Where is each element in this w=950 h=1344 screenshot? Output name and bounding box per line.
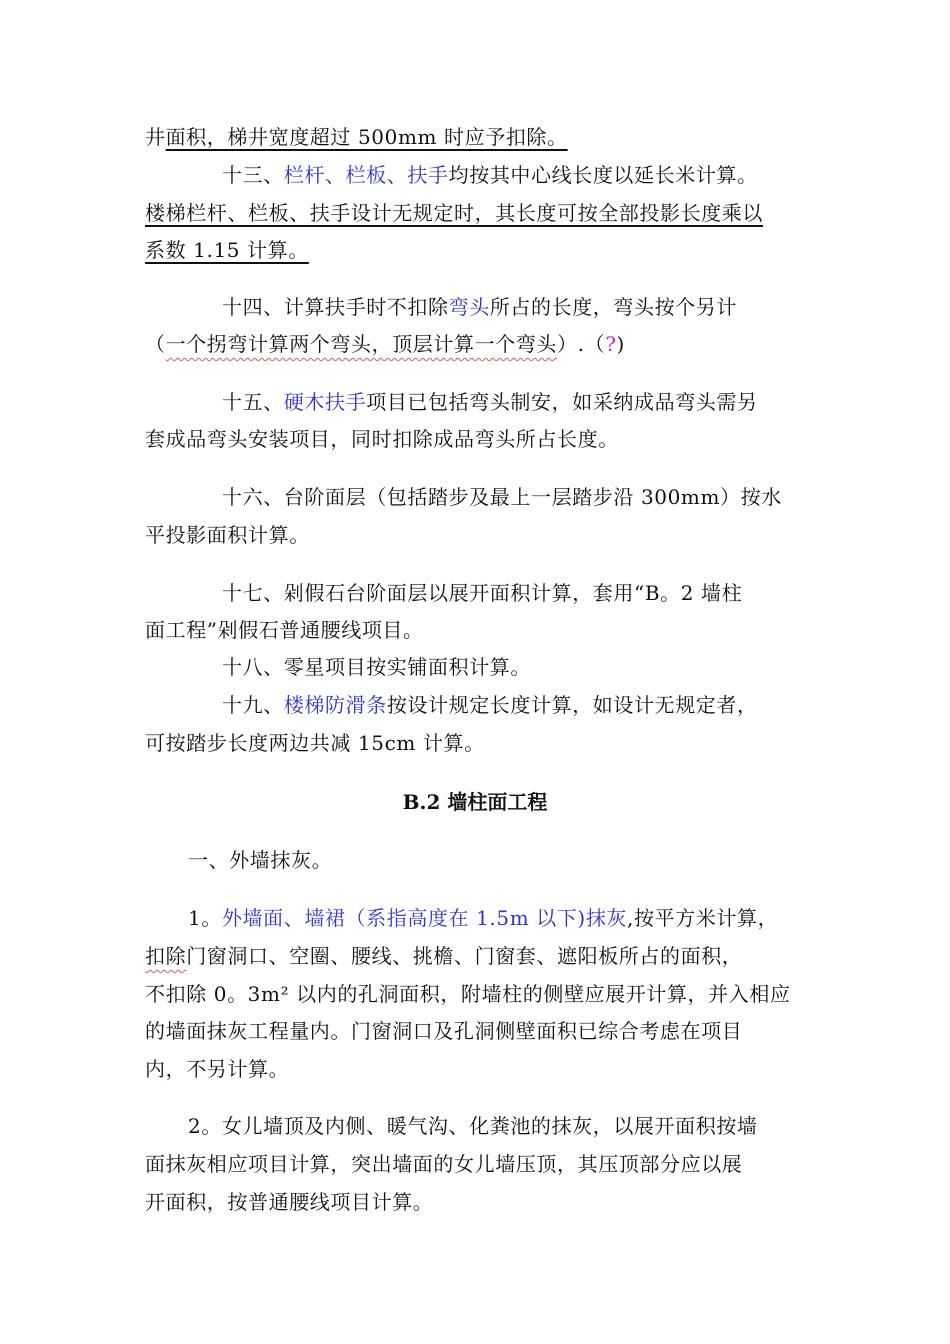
paragraph-line bbox=[188, 1111, 758, 1141]
text-run: 不扣除 0。3m² 以内的孔洞面积，附墙柱的侧壁应展开计算，并入相应 bbox=[145, 982, 791, 1006]
text-run: 可按踏步长度两边共减 15cm 计算。 bbox=[145, 731, 485, 755]
underlined-text: 系数 1.15 计算。 bbox=[145, 238, 309, 262]
text-run: ,按平方米计算， bbox=[627, 906, 779, 930]
paragraph-line bbox=[145, 979, 791, 1009]
text-run: 门窗洞口、空圈、腰线、挑檐、门窗套、遮阳板所占的面积， bbox=[186, 944, 743, 968]
text-run: 十三、 bbox=[222, 163, 284, 187]
text-run: ）.（ bbox=[557, 332, 606, 356]
text-run: 2。女儿墙顶及内侧、暖气沟、化粪池的抹灰，以展开面积按墙 bbox=[188, 1114, 758, 1138]
paragraph-line bbox=[222, 292, 737, 322]
paragraph-line bbox=[222, 387, 758, 417]
paragraph-line bbox=[145, 1016, 742, 1046]
spellcheck-marked-text: 扣除 bbox=[145, 944, 187, 968]
linked-term[interactable]: 硬木扶手 bbox=[283, 390, 367, 414]
text-run: 1。 bbox=[188, 906, 222, 930]
linked-term[interactable]: 弯头 bbox=[448, 295, 490, 319]
paragraph-line bbox=[222, 690, 758, 720]
paragraph-line bbox=[145, 1187, 433, 1217]
linked-term[interactable]: 外墙面、墙裙（系指高度在 1.5m 以下)抹灰 bbox=[221, 906, 628, 930]
paragraph-line bbox=[222, 160, 758, 190]
text-run: ) bbox=[616, 332, 625, 356]
underlined-text: 楼梯栏杆、栏板、扶手设计无规定时，其长度可按全部投影长度乘以 bbox=[145, 201, 763, 225]
text-run: 面抹灰相应项目计算，突出墙面的女儿墙压顶，其压顶部分应以展 bbox=[145, 1152, 743, 1176]
text-run: 所占的长度，弯头按个另计 bbox=[489, 295, 738, 319]
paragraph-line bbox=[145, 1149, 742, 1179]
text-run: 十七、剁假石台阶面层以展开面积计算，套用“B。2 墙柱 bbox=[222, 581, 743, 605]
text-run: 均按其中心线长度以延长米计算。 bbox=[448, 163, 758, 187]
question-mark: ? bbox=[605, 332, 617, 356]
paragraph-line bbox=[145, 520, 310, 550]
text-run: 开面积，按普通腰线项目计算。 bbox=[145, 1190, 434, 1214]
text-run: 十五、 bbox=[222, 390, 284, 414]
text-run: 十九、 bbox=[222, 693, 284, 717]
spellcheck-marked-text: 一个拐弯计算两个弯头，顶层计算一个弯头 bbox=[165, 332, 558, 356]
text-run: 套成品弯头安装项目，同时扣除成品弯头所占长度。 bbox=[145, 427, 619, 451]
paragraph-line bbox=[145, 198, 763, 228]
paragraph-line bbox=[145, 122, 568, 152]
paragraph-line bbox=[188, 903, 778, 933]
text-run: 十四、计算扶手时不扣除 bbox=[222, 295, 449, 319]
linked-term[interactable]: 楼梯防滑条 bbox=[283, 693, 387, 717]
paragraph-line bbox=[145, 1054, 289, 1084]
text-run: 面工程”剁假石普通腰线项目。 bbox=[145, 618, 424, 642]
text-run: 内，不另计算。 bbox=[145, 1057, 290, 1081]
text-run: 的墙面抹灰工程量内。门窗洞口及孔洞侧壁面积已综合考虑在项目 bbox=[145, 1019, 743, 1043]
paragraph-line bbox=[222, 482, 782, 512]
paragraph-line bbox=[145, 941, 742, 971]
text-run: 十八、零星项目按实铺面积计算。 bbox=[222, 655, 531, 679]
paragraph-line bbox=[145, 235, 309, 265]
paragraph-line bbox=[222, 652, 531, 682]
paragraph-line bbox=[222, 578, 742, 608]
section-heading: B.2 墙柱面工程 bbox=[402, 790, 548, 814]
text-run: 按设计规定长度计算，如设计无规定者， bbox=[386, 693, 758, 717]
paragraph-line bbox=[145, 424, 619, 454]
paragraph-line bbox=[145, 728, 485, 758]
text-run: 项目已包括弯头制安，如采纳成品弯头需另 bbox=[366, 390, 758, 414]
text-run: 井 bbox=[145, 125, 166, 149]
text-run: 一、外墙抹灰。 bbox=[188, 848, 333, 872]
underlined-text: 面积，梯井宽度超过 500mm 时应予扣除。 bbox=[165, 125, 568, 149]
paragraph-line bbox=[145, 615, 424, 645]
text-run: 平投影面积计算。 bbox=[145, 523, 310, 547]
paragraph-line bbox=[145, 329, 625, 359]
text-run: 十六、台阶面层（包括踏步及最上一层踏步沿 300mm）按水 bbox=[222, 485, 782, 509]
text-run: （ bbox=[145, 332, 166, 356]
linked-term[interactable]: 栏杆、栏板、扶手 bbox=[283, 163, 449, 187]
paragraph-line bbox=[188, 845, 332, 875]
